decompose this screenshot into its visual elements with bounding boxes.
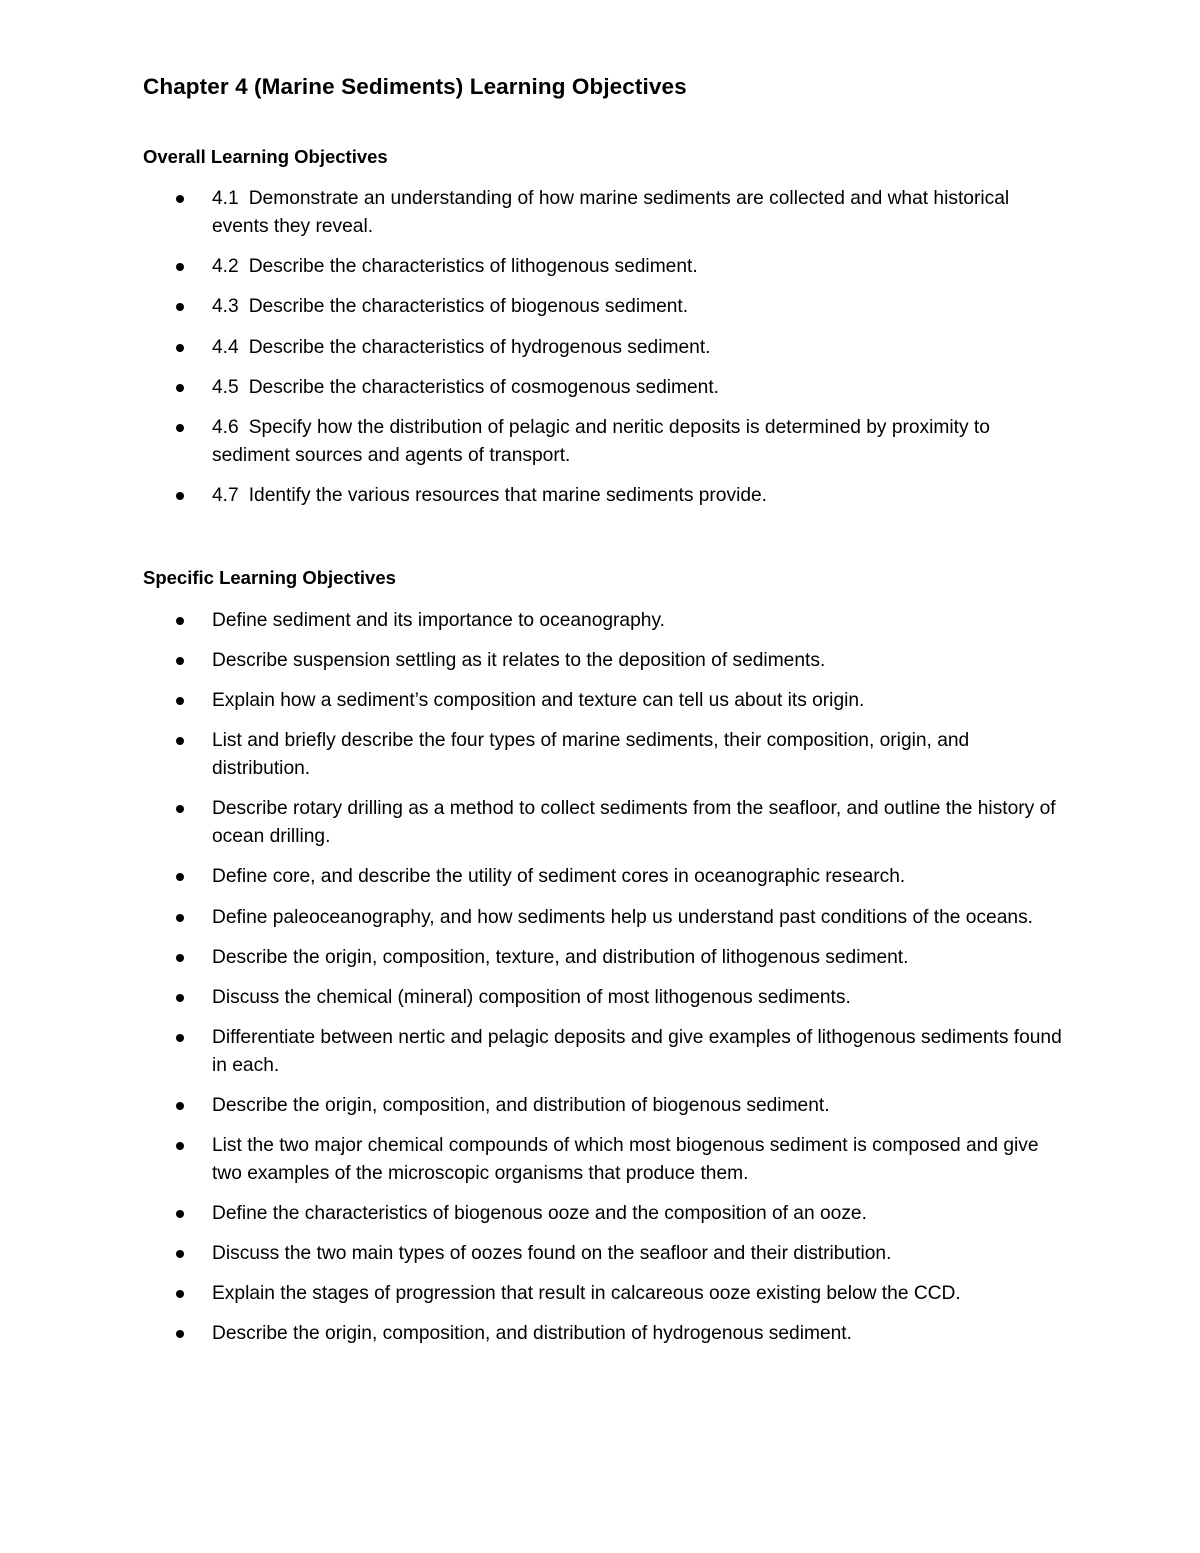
bullet-icon [176,805,184,813]
list-item [0,795,1200,851]
objective-text: Define core, and describe the utility of sediment cores in oceanographic research. [212,866,906,888]
list-item [0,1240,1200,1268]
bullet-icon [176,263,184,271]
objective-text: Describe the characteristics of lithogenous sediment. [248,256,698,278]
page-title: Chapter 4 (Marine Sediments) Learning Objectives [143,74,687,99]
objective-text: List the two major chemical compounds of which most biogenous sediment is composed and give two examples of the microscopic organisms that produce them. [212,1135,1039,1185]
list-item [0,253,1200,281]
objective-text: Describe the origin, composition, and distribution of biogenous sediment. [212,1094,830,1116]
list-item [0,904,1200,932]
bullet-icon [176,1102,184,1110]
objective-text: Discuss the two main types of oozes found on the seafloor and their distribution. [212,1243,892,1265]
objective-number: 4.1 [212,188,239,209]
overall-objectives-heading: Overall Learning Objectives [143,146,388,167]
objective-text: Demonstrate an understanding of how marine sediments are collected and what historical events they reveal. [212,188,1010,237]
objective-number: 4.2 [212,256,239,278]
objective-text: Discuss the chemical (mineral) composition of most lithogenous sediments. [212,986,851,1008]
list-item [0,293,1200,321]
list-item [0,944,1200,972]
bullet-icon [176,914,184,922]
bullet-icon [176,195,184,203]
list-item [0,1092,1200,1120]
bullet-icon [176,1034,184,1042]
objective-text: Define paleoceanography, and how sediments help us understand past conditions of the oceans. [212,906,1033,928]
bullet-icon [176,384,184,392]
specific-objectives-heading: Specific Learning Objectives [143,567,396,588]
objective-number: 4.7 [212,485,239,507]
bullet-icon [176,657,184,665]
bullet-icon [176,994,184,1002]
list-item [0,607,1200,635]
bullet-icon [176,1142,184,1150]
bullet-icon [176,954,184,962]
list-item [0,374,1200,402]
objective-text: Define sediment and its importance to oceanography. [212,610,665,631]
objective-text: Describe rotary drilling as a method to collect sediments from the seafloor, and outline the history of ocean drilling. [212,798,1056,848]
list-item [0,984,1200,1012]
bullet-icon [176,697,184,705]
specific-objectives-list [0,607,1200,1361]
bullet-icon [176,303,184,311]
bullet-icon [176,873,184,881]
objective-number: 4.6 [212,416,239,438]
objective-text: Identify the various resources that marine sediments provide. [248,485,768,507]
bullet-icon [176,737,184,745]
objective-text: Describe the characteristics of cosmogenous sediment. [248,376,719,398]
objective-text: Specify how the distribution of pelagic and neritic deposits is determined by proximity to sediment sources and agents of transport. [212,416,990,466]
list-item [0,334,1200,362]
list-item [0,1024,1200,1080]
objective-text: Define the characteristics of biogenous ooze and the composition of an ooze. [212,1203,867,1225]
objective-number: 4.5 [212,376,239,398]
objective-text: Describe suspension settling as it relates to the deposition of sediments. [212,650,826,672]
list-item [0,185,1200,241]
bullet-icon [176,1330,184,1338]
bullet-icon [176,1250,184,1258]
list-item [0,1280,1200,1308]
objective-text: Describe the origin, composition, and distribution of hydrogenous sediment. [212,1323,852,1345]
objective-number: 4.4 [212,336,239,358]
list-item [0,1132,1200,1188]
list-item [0,863,1200,891]
objective-number: 4.3 [212,296,239,318]
bullet-icon [176,492,184,500]
list-item [0,1200,1200,1228]
bullet-icon [176,344,184,352]
list-item [0,687,1200,715]
objective-text: Explain the stages of progression that result in calcareous ooze existing below the CCD. [212,1283,961,1305]
overall-objectives-list [0,185,1200,522]
objective-text: Differentiate between nertic and pelagic deposits and give examples of lithogenous sediments found in each. [212,1026,1062,1076]
list-item [0,647,1200,675]
objective-text: Describe the characteristics of hydrogenous sediment. [248,336,711,358]
list-item [0,1320,1200,1348]
objective-text: Describe the origin, composition, texture, and distribution of lithogenous sediment. [212,946,909,968]
list-item [0,414,1200,470]
list-item [0,727,1200,783]
bullet-icon [176,424,184,432]
objective-text: Describe the characteristics of biogenous sediment. [248,296,689,318]
list-item [0,482,1200,510]
objective-text: List and briefly describe the four types of marine sediments, their composition, origin, and distribution. [212,730,970,780]
bullet-icon [176,617,184,625]
objective-text: Explain how a sediment’s composition and texture can tell us about its origin. [212,690,865,712]
bullet-icon [176,1210,184,1218]
bullet-icon [176,1290,184,1298]
